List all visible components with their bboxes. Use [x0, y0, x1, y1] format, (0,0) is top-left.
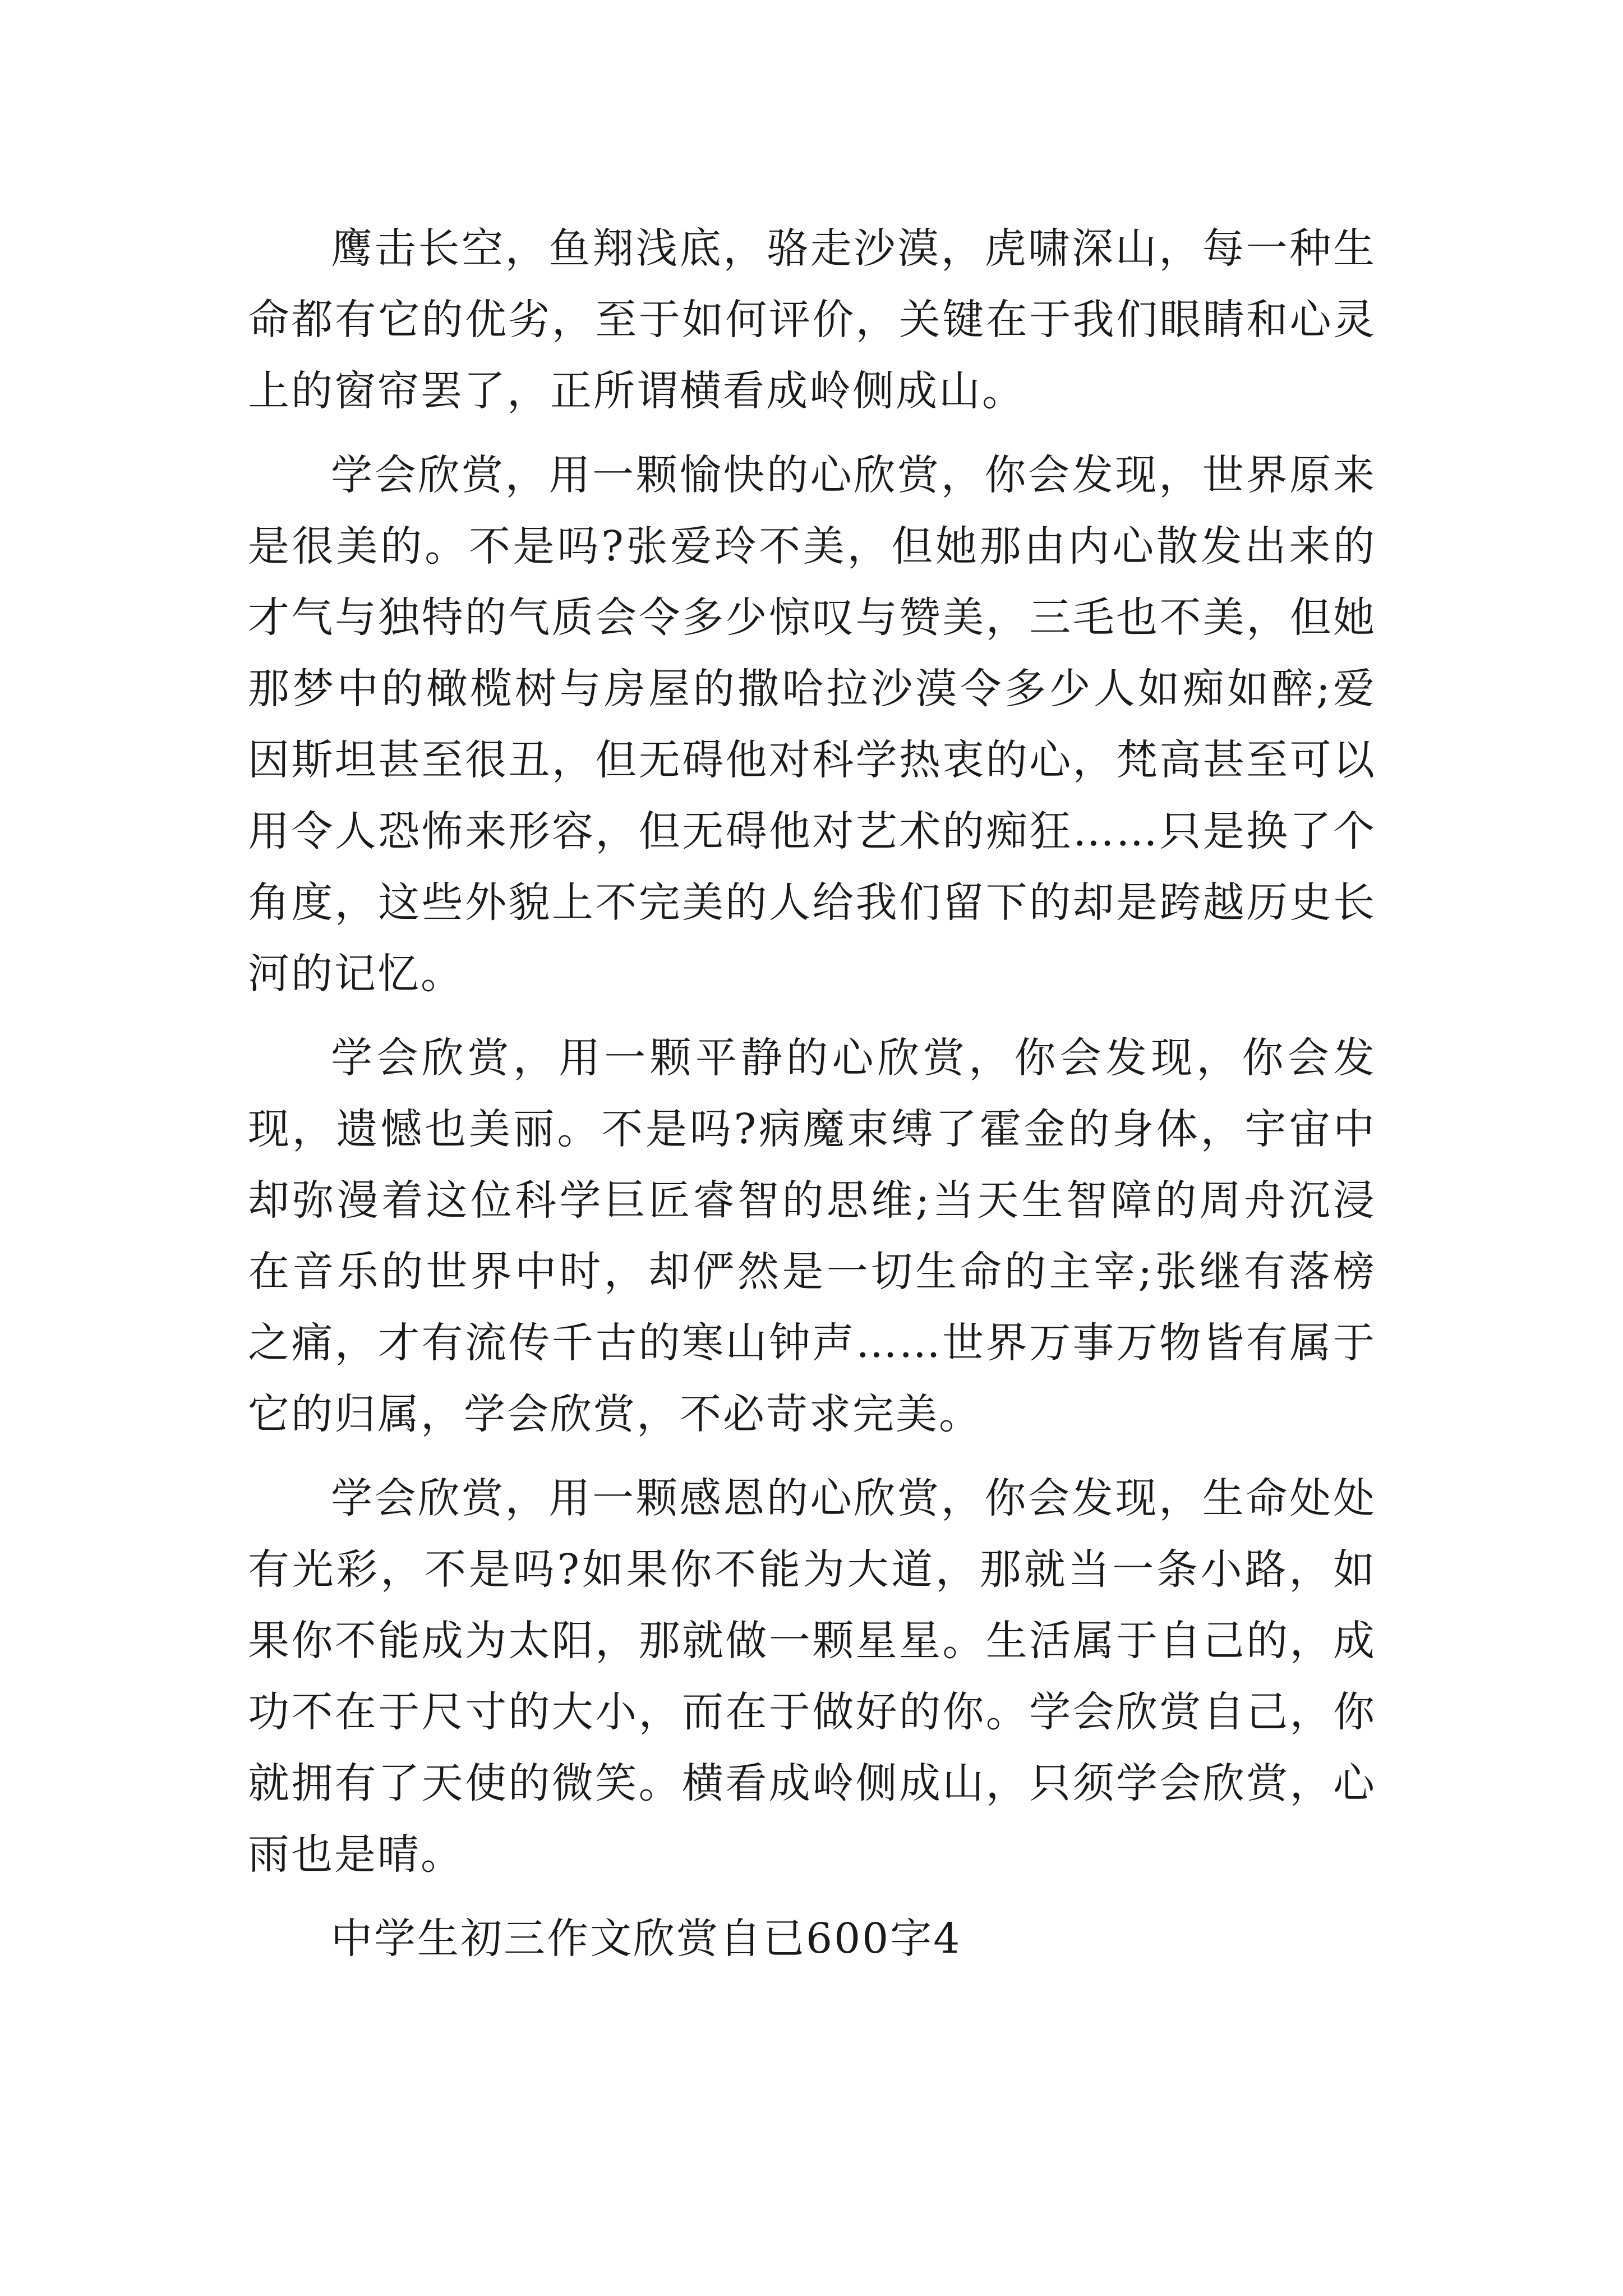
- document-page: [248, 213, 1376, 1975]
- paragraph-1: 鹰击长空，鱼翔浅底，骆走沙漠，虎啸深山，每一种生命都有它的优劣，至于如何评价，关键在于我们眼睛和心灵上的窗帘罢了，正所谓横看成岭侧成山。: [248, 224, 1376, 415]
- paragraph-3: 学会欣赏，用一颗平静的心欣赏，你会发现，你会发现，遗憾也美丽。不是吗?病魔束缚了霍金的身体，宇宙中却弥漫着这位科学巨匠睿智的思维;当天生智障的周舟沉浸在音乐的世界中时，却俨然是一切生命的主宰;张继有落榜之痛，才有流传千古的寒山钟声……世界万事万物皆有属于它的归属，学会欣赏，不必苛求完美。: [248, 1034, 1376, 1438]
- paragraph-2: 学会欣赏，用一颗愉快的心欣赏，你会发现，世界原来是很美的。不是吗?张爱玲不美，但她那由内心散发出来的才气与独特的气质会令多少惊叹与赞美，三毛也不美，但她那梦中的橄榄树与房屋的撒哈拉沙漠令多少人如痴如醉;爱因斯坦甚至很丑，但无碍他对科学热衷的心，梵高甚至可以用令人恐怖来形容，但无碍他对艺术的痴狂……只是换了个角度，这些外貌上不完美的人给我们留下的却是跨越历史长河的记忆。: [248, 451, 1376, 998]
- next-essay-title: 中学生初三作文欣赏自已600字4: [331, 1915, 962, 1963]
- paragraph-4: 学会欣赏，用一颗感恩的心欣赏，你会发现，生命处处有光彩，不是吗?如果你不能为大道，那就当一条小路，如果你不能成为太阳，那就做一颗星星。生活属于自己的，成功不在于尺寸的大小，而在于做好的你。学会欣赏自己，你就拥有了天使的微笑。横看成岭侧成山，只须学会欣赏，心雨也是晴。: [248, 1474, 1376, 1879]
